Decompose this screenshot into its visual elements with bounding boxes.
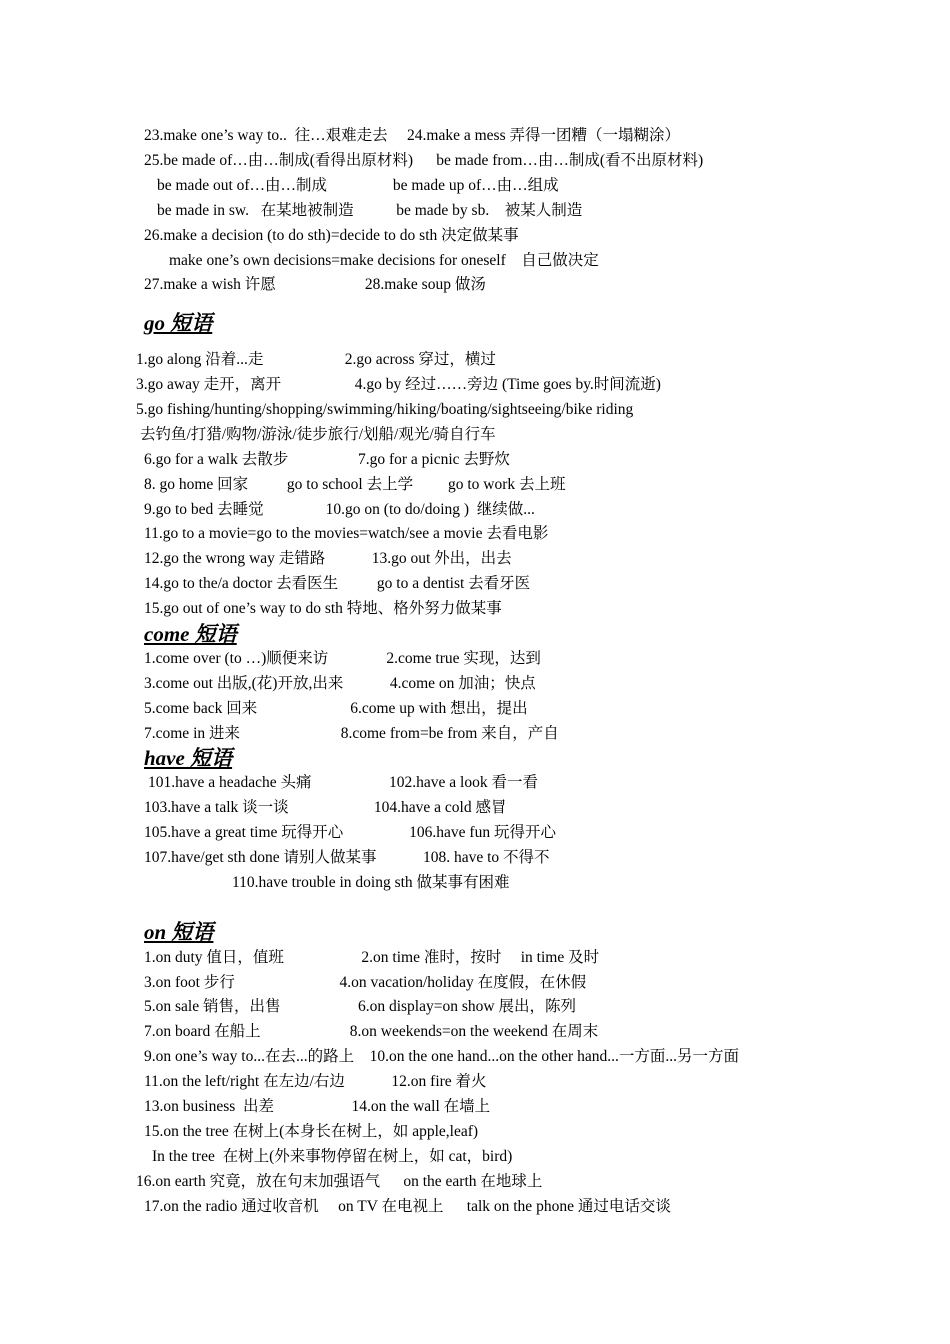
- on-line-5: 9.on one’s way to...在去...的路上 10.on the one hand...on the other hand...一方面...另一方面: [144, 1048, 739, 1065]
- come-phrases-heading: come 短语: [144, 622, 237, 646]
- on-line-4: 7.on board 在船上 8.on weekends=on the weekend 在周末: [144, 1023, 599, 1040]
- go-line-7: 9.go to bed 去睡觉 10.go on (to do/doing ) 继续做...: [144, 501, 535, 518]
- make-line-7: 27.make a wish 许愿 28.make soup 做汤: [144, 276, 486, 293]
- on-line-1: 1.on duty 值日，值班 2.on time 准时，按时 in time 及时: [144, 949, 600, 966]
- on-line-10: 16.on earth 究竟，放在句末加强语气 on the earth 在地球上: [136, 1173, 543, 1190]
- go-line-1: 1.go along 沿着...走 2.go across 穿过，横过: [136, 351, 496, 368]
- go-line-10: 14.go to the/a doctor 去看医生 go to a dentist 去看牙医: [144, 575, 531, 592]
- come-line-2: 3.come out 出版,(花)开放,出来 4.come on 加油；快点: [144, 675, 536, 692]
- go-line-8: 11.go to a movie=go to the movies=watch/see a movie 去看电影: [144, 525, 549, 542]
- go-line-6: 8. go home 回家 go to school 去上学 go to work 去上班: [144, 476, 566, 493]
- on-line-3: 5.on sale 销售，出售 6.on display=on show 展出，陈列: [144, 998, 576, 1015]
- have-line-2: 103.have a talk 谈一谈 104.have a cold 感冒: [144, 799, 507, 816]
- on-line-11: 17.on the radio 通过收音机 on TV 在电视上 talk on the phone 通过电话交谈: [144, 1198, 671, 1215]
- go-line-5: 6.go for a walk 去散步 7.go for a picnic 去野炊: [144, 451, 510, 468]
- come-line-4: 7.come in 进来 8.come from=be from 来自，产自: [144, 725, 559, 742]
- go-line-4: 去钓鱼/打猎/购物/游泳/徒步旅行/划船/观光/骑自行车: [140, 426, 496, 443]
- go-line-9: 12.go the wrong way 走错路 13.go out 外出，出去: [144, 550, 512, 567]
- have-line-1: 101.have a headache 头痛 102.have a look 看一看: [148, 774, 538, 791]
- go-line-11: 15.go out of one’s way to do sth 特地、格外努力做某事: [144, 600, 502, 617]
- go-line-3: 5.go fishing/hunting/shopping/swimming/hiking/boating/sightseeing/bike riding: [136, 401, 634, 418]
- have-line-3: 105.have a great time 玩得开心 106.have fun 玩得开心: [144, 824, 556, 841]
- go-line-2: 3.go away 走开，离开 4.go by 经过……旁边 (Time goes by.时间流逝): [136, 376, 661, 393]
- have-phrases-heading: have 短语: [144, 746, 233, 770]
- come-line-1: 1.come over (to …)顺便来访 2.come true 实现，达到: [144, 650, 541, 667]
- come-line-3: 5.come back 回来 6.come up with 想出，提出: [144, 700, 528, 717]
- go-phrases-heading: go 短语: [144, 311, 213, 335]
- make-line-6: make one’s own decisions=make decisions for oneself 自己做决定: [169, 252, 599, 269]
- make-line-4: be made in sw. 在某地被制造 be made by sb. 被某人制造: [157, 202, 583, 219]
- on-line-6: 11.on the left/right 在左边/右边 12.on fire 着火: [144, 1073, 487, 1090]
- make-line-5: 26.make a decision (to do sth)=decide to do sth 决定做某事: [144, 227, 519, 244]
- on-line-7: 13.on business 出差 14.on the wall 在墙上: [144, 1098, 491, 1115]
- have-line-4: 107.have/get sth done 请别人做某事 108. have to 不得不: [144, 849, 550, 866]
- make-line-2: 25.be made of…由…制成(看得出原材料) be made from…由…制成(看不出原材料): [144, 152, 704, 169]
- on-line-2: 3.on foot 步行 4.on vacation/holiday 在度假，在休假: [144, 974, 587, 991]
- on-line-8: 15.on the tree 在树上(本身长在树上，如 apple,leaf): [144, 1123, 479, 1140]
- on-line-9: In the tree 在树上(外来事物停留在树上，如 cat，bird): [152, 1148, 513, 1165]
- on-phrases-heading: on 短语: [144, 920, 214, 944]
- have-line-5: 110.have trouble in doing sth 做某事有困难: [232, 874, 510, 891]
- make-line-1: 23.make one’s way to.. 往…艰难走去 24.make a mess 弄得一团糟（一塌糊涂）: [144, 127, 680, 144]
- make-line-3: be made out of…由…制成 be made up of…由…组成: [157, 177, 559, 194]
